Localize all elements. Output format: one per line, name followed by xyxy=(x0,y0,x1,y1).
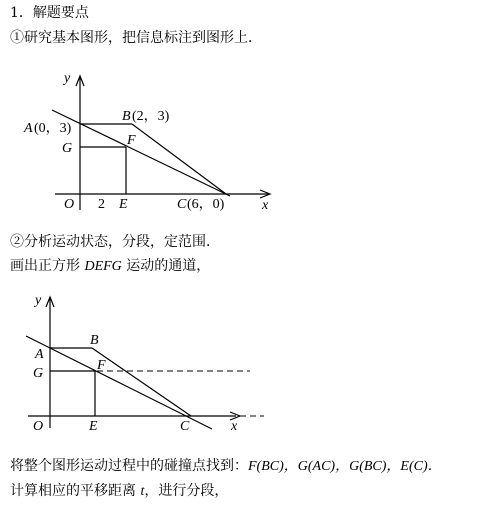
fig1-label-x: x xyxy=(262,198,269,213)
calc-pre: 计算相应的平移距离 xyxy=(10,483,141,499)
fig1-label-c: C xyxy=(177,197,187,212)
fig1-label-e: E xyxy=(119,197,128,212)
collision-points: F(BC)，G(AC)，G(BC)，E(C)． xyxy=(248,459,442,474)
step-2-subtext-pre: 画出正方形 xyxy=(10,258,85,274)
fig2-label-f: F xyxy=(97,358,106,373)
fig1-label-a-coord: (0，3) xyxy=(34,121,72,136)
fig2-label-a: A xyxy=(35,347,44,362)
calc-text xyxy=(10,482,228,501)
fig1-label-c-coord: (6，0) xyxy=(187,197,225,212)
fig2-segment-bc xyxy=(92,348,191,416)
calc-post: ，进行分段， xyxy=(144,483,229,499)
fig2-label-e: E xyxy=(89,419,98,434)
heading: 1．解题要点 xyxy=(10,5,89,21)
step-2-subtext-post: 运动的通道， xyxy=(121,258,211,274)
fig2-label-b: B xyxy=(90,333,99,348)
fig2-label-x: x xyxy=(231,419,238,434)
step-2-text: ②分析运动状态，分段，定范围． xyxy=(10,234,220,250)
summary-text xyxy=(10,457,442,476)
fig1-label-b: B xyxy=(122,109,131,124)
step-1-text: ①研究基本图形，把信息标注到图形上． xyxy=(10,30,262,46)
fig1-label-b-coord: (2，3) xyxy=(132,109,170,124)
fig2-label-g: G xyxy=(33,366,44,381)
square-name: DEFG xyxy=(84,259,122,274)
variable-t: t xyxy=(140,484,145,499)
fig1-label-g: G xyxy=(62,141,73,156)
fig1-label-y: y xyxy=(64,71,71,86)
fig1-label-f: F xyxy=(127,133,136,148)
fig1-label-o: O xyxy=(64,197,75,212)
fig2-label-o: O xyxy=(33,419,44,434)
fig2-label-y: y xyxy=(35,293,42,308)
fig1-label-a: A xyxy=(24,121,33,136)
summary-pre: 将整个图形运动过程中的碰撞点找到： xyxy=(10,458,248,474)
fig1-label-2: 2 xyxy=(98,197,105,212)
fig2-line-ac xyxy=(26,336,212,429)
fig2-label-c: C xyxy=(180,419,190,434)
